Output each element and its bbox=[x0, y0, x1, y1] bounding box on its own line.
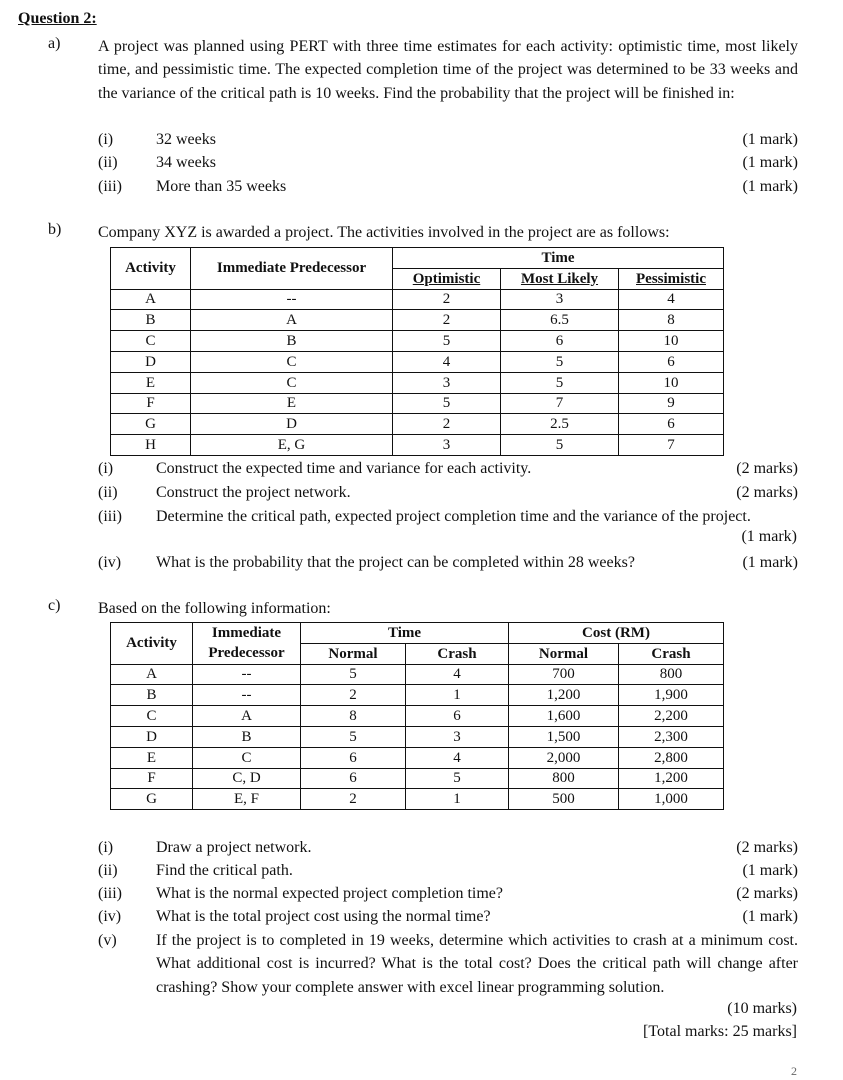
item-marks: (1 mark) bbox=[742, 154, 798, 171]
table-cell: G bbox=[111, 414, 191, 435]
table-cell: B bbox=[111, 685, 193, 706]
header-cost-crash: Crash bbox=[619, 643, 724, 664]
table-cell: 6 bbox=[619, 351, 724, 372]
header-time: Time bbox=[301, 623, 509, 644]
header-optimistic: Optimistic bbox=[393, 268, 501, 289]
table-row bbox=[111, 726, 724, 747]
table-row bbox=[111, 706, 724, 727]
table-row bbox=[111, 414, 724, 435]
table-row bbox=[111, 685, 724, 706]
table-cell: G bbox=[111, 789, 193, 810]
table-cell: 4 bbox=[406, 664, 509, 685]
table-cell: A bbox=[191, 310, 393, 331]
table-cell: 8 bbox=[619, 310, 724, 331]
table-cell: C bbox=[193, 747, 301, 768]
header-predecessor-line1: Immediate bbox=[193, 623, 301, 644]
table-cell: 3 bbox=[501, 289, 619, 310]
item-marks: (1 mark) bbox=[742, 554, 798, 571]
table-cell: E bbox=[111, 372, 191, 393]
table-cell: 7 bbox=[619, 435, 724, 456]
item-text: If the project is to completed in 19 weeks, determine which activities to crash at a minimum cost. What additional cost is incurred? What is the total cost? Does the critical path will change after crashing? Show your complete answer with excel linear programming solution. bbox=[156, 932, 798, 996]
header-cost-normal: Normal bbox=[509, 643, 619, 664]
part-a-text: A project was planned using PERT with three time estimates for each activity: optimistic time, most likely time, and pessimistic time. The expected completion time of the project was determined to be 33 weeks and the variance of the critical path is 10 weeks. Find the probability that the project will be finished in: bbox=[98, 38, 798, 102]
table-cell: -- bbox=[191, 289, 393, 310]
header-pessimistic: Pessimistic bbox=[619, 268, 724, 289]
table-cell: 3 bbox=[393, 372, 501, 393]
table-cell: D bbox=[111, 726, 193, 747]
part-a-label: a) bbox=[48, 35, 61, 52]
table-cell: 3 bbox=[406, 726, 509, 747]
question-item bbox=[98, 151, 798, 174]
table-cell: 9 bbox=[619, 393, 724, 414]
header-predecessor: Immediate Predecessor bbox=[191, 248, 393, 290]
table-cell: 6.5 bbox=[501, 310, 619, 331]
table-row bbox=[111, 664, 724, 685]
item-number: (i) bbox=[98, 460, 114, 477]
item-number: (i) bbox=[98, 131, 114, 148]
question-item bbox=[98, 481, 798, 504]
table-cell: 2 bbox=[393, 414, 501, 435]
item-text: What is the total project cost using the normal time? bbox=[156, 908, 491, 925]
question-item bbox=[98, 505, 798, 528]
item-text: What is the normal expected project completion time? bbox=[156, 885, 503, 902]
header-most-likely: Most Likely bbox=[501, 268, 619, 289]
page-number: 2 bbox=[791, 1064, 797, 1078]
table-cell: 5 bbox=[393, 331, 501, 352]
part-b-label: b) bbox=[48, 221, 62, 238]
item-marks: (1 mark) bbox=[742, 178, 798, 195]
table-cell: 1,000 bbox=[619, 789, 724, 810]
table-cell: 5 bbox=[301, 726, 406, 747]
table-cell: 1 bbox=[406, 789, 509, 810]
table-cell: 3 bbox=[393, 435, 501, 456]
table-cell: 10 bbox=[619, 372, 724, 393]
question-title: Question 2: bbox=[18, 10, 97, 27]
table-cell: 1 bbox=[406, 685, 509, 706]
table-row bbox=[111, 310, 724, 331]
table-cell: D bbox=[111, 351, 191, 372]
table-row bbox=[111, 768, 724, 789]
item-text: More than 35 weeks bbox=[156, 178, 287, 195]
table-cell: B bbox=[191, 331, 393, 352]
table-row bbox=[111, 289, 724, 310]
header-activity: Activity bbox=[111, 623, 193, 665]
table-cell: 2,300 bbox=[619, 726, 724, 747]
item-marks: (10 marks) bbox=[727, 1000, 797, 1017]
table-cell: F bbox=[111, 393, 191, 414]
item-text: Draw a project network. bbox=[156, 839, 312, 856]
table-cell: 2 bbox=[393, 289, 501, 310]
table-row bbox=[111, 372, 724, 393]
table-cell: 1,900 bbox=[619, 685, 724, 706]
table-cell: 6 bbox=[619, 414, 724, 435]
table-cell: 2,000 bbox=[509, 747, 619, 768]
item-text: What is the probability that the project can be completed within 28 weeks? bbox=[156, 554, 635, 571]
item-number: (iii) bbox=[98, 508, 122, 525]
table-cell: 5 bbox=[501, 351, 619, 372]
table-cell: C bbox=[191, 351, 393, 372]
table-row bbox=[111, 789, 724, 810]
table-cell: 2 bbox=[393, 310, 501, 331]
question-item bbox=[98, 175, 798, 198]
item-marks: (2 marks) bbox=[736, 460, 798, 477]
table-cell: 2.5 bbox=[501, 414, 619, 435]
header-cost: Cost (RM) bbox=[509, 623, 724, 644]
part-c-label: c) bbox=[48, 597, 61, 614]
question-item bbox=[98, 551, 798, 574]
item-marks: (1 mark) bbox=[742, 131, 798, 148]
item-text: Construct the project network. bbox=[156, 484, 351, 501]
header-time-crash: Crash bbox=[406, 643, 509, 664]
item-number: (iv) bbox=[98, 554, 122, 571]
table-cell: 4 bbox=[393, 351, 501, 372]
item-marks: (1 mark) bbox=[741, 528, 797, 545]
part-b-text: Company XYZ is awarded a project. The activities involved in the project are as follows: bbox=[98, 224, 670, 241]
table-cell: 6 bbox=[501, 331, 619, 352]
item-number: (ii) bbox=[98, 484, 118, 501]
item-number: (ii) bbox=[98, 862, 118, 879]
crashing-table bbox=[110, 622, 724, 810]
question-item bbox=[98, 859, 798, 882]
table-cell: E, G bbox=[191, 435, 393, 456]
table-cell: 5 bbox=[501, 372, 619, 393]
part-c-text: Based on the following information: bbox=[98, 600, 331, 617]
table-cell: B bbox=[193, 726, 301, 747]
header-predecessor-line2: Predecessor bbox=[193, 643, 301, 664]
table-cell: B bbox=[111, 310, 191, 331]
table-cell: 1,500 bbox=[509, 726, 619, 747]
item-text: 34 weeks bbox=[156, 154, 216, 171]
table-row bbox=[111, 331, 724, 352]
table-cell: 5 bbox=[501, 435, 619, 456]
item-text: Determine the critical path, expected project completion time and the variance of the project. bbox=[156, 508, 751, 525]
table-cell: 1,200 bbox=[619, 768, 724, 789]
table-row bbox=[111, 393, 724, 414]
question-item bbox=[98, 457, 798, 480]
table-cell: 800 bbox=[509, 768, 619, 789]
table-cell: 6 bbox=[301, 768, 406, 789]
table-cell: 800 bbox=[619, 664, 724, 685]
header-time-normal: Normal bbox=[301, 643, 406, 664]
table-cell: H bbox=[111, 435, 191, 456]
item-number: (iv) bbox=[98, 908, 122, 925]
item-number: (v) bbox=[98, 932, 117, 949]
table-cell: A bbox=[111, 289, 191, 310]
table-cell: 10 bbox=[619, 331, 724, 352]
question-item bbox=[98, 128, 798, 151]
table-cell: 2,800 bbox=[619, 747, 724, 768]
table-cell: E bbox=[191, 393, 393, 414]
item-number: (iii) bbox=[98, 885, 122, 902]
item-text: Construct the expected time and variance for each activity. bbox=[156, 460, 532, 477]
table-row bbox=[111, 747, 724, 768]
table-cell: 2 bbox=[301, 789, 406, 810]
header-activity: Activity bbox=[111, 248, 191, 290]
table-cell: 6 bbox=[406, 706, 509, 727]
table-cell: 5 bbox=[406, 768, 509, 789]
table-cell: E bbox=[111, 747, 193, 768]
header-time: Time bbox=[393, 248, 724, 269]
table-cell: A bbox=[193, 706, 301, 727]
table-cell: 7 bbox=[501, 393, 619, 414]
table-row bbox=[111, 351, 724, 372]
total-marks: [Total marks: 25 marks] bbox=[643, 1023, 797, 1040]
table-cell: 8 bbox=[301, 706, 406, 727]
item-marks: (2 marks) bbox=[736, 885, 798, 902]
table-cell: C bbox=[111, 706, 193, 727]
table-cell: E, F bbox=[193, 789, 301, 810]
pert-table bbox=[110, 247, 724, 456]
table-cell: -- bbox=[193, 664, 301, 685]
question-item bbox=[98, 836, 798, 859]
item-marks: (1 mark) bbox=[742, 862, 798, 879]
table-cell: A bbox=[111, 664, 193, 685]
table-cell: 500 bbox=[509, 789, 619, 810]
table-cell: C bbox=[111, 331, 191, 352]
table-cell: 4 bbox=[406, 747, 509, 768]
question-item bbox=[98, 882, 798, 905]
table-cell: 5 bbox=[301, 664, 406, 685]
table-cell: 700 bbox=[509, 664, 619, 685]
table-cell: 5 bbox=[393, 393, 501, 414]
table-cell: F bbox=[111, 768, 193, 789]
item-text: 32 weeks bbox=[156, 131, 216, 148]
table-cell: 2 bbox=[301, 685, 406, 706]
item-marks: (2 marks) bbox=[736, 484, 798, 501]
table-cell: 4 bbox=[619, 289, 724, 310]
table-cell: 6 bbox=[301, 747, 406, 768]
table-cell: D bbox=[191, 414, 393, 435]
question-item bbox=[98, 905, 798, 928]
item-number: (iii) bbox=[98, 178, 122, 195]
table-cell: C, D bbox=[193, 768, 301, 789]
table-cell: 1,600 bbox=[509, 706, 619, 727]
item-number: (i) bbox=[98, 839, 114, 856]
table-row bbox=[111, 435, 724, 456]
item-marks: (2 marks) bbox=[736, 839, 798, 856]
item-number: (ii) bbox=[98, 154, 118, 171]
item-marks: (1 mark) bbox=[742, 908, 798, 925]
question-item bbox=[98, 929, 798, 999]
table-cell: 2,200 bbox=[619, 706, 724, 727]
table-cell: C bbox=[191, 372, 393, 393]
item-text: Find the critical path. bbox=[156, 862, 293, 879]
table-cell: 1,200 bbox=[509, 685, 619, 706]
table-cell: -- bbox=[193, 685, 301, 706]
